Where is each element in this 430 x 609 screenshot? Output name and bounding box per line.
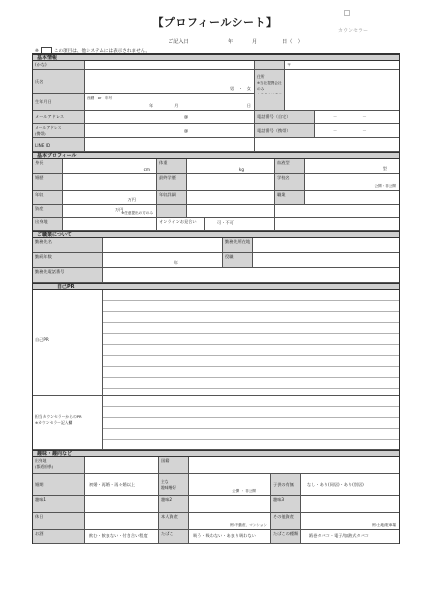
alcohol-option[interactable]: 飲む・飲まない・付き合い程度 (85, 530, 159, 543)
personal-assets-field[interactable]: 例:不動産、マンション (189, 513, 271, 529)
main-hobby-field[interactable]: 公開 ・ 非公開 (189, 474, 271, 495)
line-blank (255, 138, 399, 151)
kana-field[interactable] (85, 61, 255, 69)
name-label: 氏名 (33, 70, 85, 94)
holiday-field[interactable] (85, 513, 159, 529)
height-label: 身長 (33, 159, 63, 173)
kana-label: (かな) (33, 61, 85, 69)
date-month: 月 (252, 39, 258, 45)
education-field[interactable] (187, 174, 275, 190)
phone-home-label: 電話番号（自宅） (255, 111, 315, 123)
blood-label: 血液型 (275, 159, 305, 173)
line-field[interactable] (85, 138, 255, 151)
tobacco-kind-label: たばこの種類 (271, 530, 301, 543)
email-mobile-label: メールアドレス (携帯) (33, 124, 85, 137)
education-label: 最終学歴 (157, 174, 187, 190)
holiday-label: 休日 (33, 513, 85, 529)
position-label: 役職 (223, 253, 253, 267)
job-title-label: 職業 (275, 191, 305, 204)
spouse-history-label: 婚歴 (33, 174, 63, 190)
annual-income-label: 年収詳細 (157, 191, 187, 204)
notice: ※ この項目は、他システムには表示されません。 (35, 49, 151, 54)
annual-income-field[interactable] (187, 191, 275, 204)
birth-field[interactable]: 西暦 or 年号 年 月 日 (85, 94, 255, 110)
section-basic-info: 基本情報 (33, 54, 399, 61)
tobacco-kind-option[interactable]: 紙巻タバコ・電子/加熱式タバコ (309, 533, 369, 538)
hometown-field[interactable] (63, 218, 157, 230)
address-label-top (255, 61, 285, 69)
phone-mobile-label: 電話番号（携帯） (255, 124, 315, 137)
hobby2-field[interactable] (189, 496, 271, 512)
assets-detail-field[interactable] (187, 205, 275, 217)
address-field-bottom[interactable] (285, 94, 399, 110)
company-loc-label: 勤務先所在地 (223, 238, 253, 252)
children-label: 子供の有無 (271, 474, 301, 495)
weight-field[interactable]: kg (187, 159, 275, 173)
assets-label: 資産 (33, 205, 63, 217)
email-mobile-field[interactable]: @ (85, 124, 255, 137)
marriage-option[interactable]: 初婚・再婚・再々婚以上 (85, 474, 159, 495)
section-hobby: 趣味・趣向など (33, 450, 399, 457)
date-day: 日（ ） (282, 39, 303, 45)
personal-assets-label: 本人資産 (159, 513, 189, 529)
hobby1-field[interactable] (85, 496, 159, 512)
job-title-field[interactable] (305, 191, 399, 204)
years-label: 勤続年数 (33, 253, 103, 267)
other-assets-field[interactable]: 例:土地/駐車場 (372, 523, 396, 527)
line-label: LINE ID (33, 138, 85, 151)
self-pr-label: 自己PR (33, 290, 103, 395)
date-year: 年 (228, 39, 234, 45)
weight-label: 体重 (157, 159, 187, 173)
company-label: 勤務先名 (33, 238, 103, 252)
phone-mobile-field[interactable]: － － (333, 128, 367, 133)
profile-form (32, 53, 400, 544)
hometown-pref-label: 出身地 (都道府県) (33, 457, 85, 473)
hobby3-label: 趣味3 (271, 496, 301, 512)
school-label: 学校名 (275, 174, 305, 190)
company-field[interactable] (103, 238, 223, 252)
page-title: 【プロフィールシート】 (152, 16, 278, 29)
phone-home-field[interactable]: － － (333, 114, 367, 119)
income-field[interactable]: 万円 (63, 191, 157, 204)
other-assets-label: その他資産 (271, 513, 301, 529)
position-field[interactable] (253, 253, 399, 267)
postal-field[interactable]: 〒 (287, 62, 292, 67)
hobby1-label: 趣味1 (33, 496, 85, 512)
spouse-history-field[interactable] (63, 174, 157, 190)
nationality-field[interactable] (189, 457, 399, 473)
name-field[interactable]: 男 ・ 女 (85, 70, 255, 94)
online-blank (275, 218, 399, 230)
self-pr-field[interactable] (103, 290, 399, 395)
income-label: 年収 (33, 191, 63, 204)
address-label-bottom (255, 94, 285, 110)
company-loc-field[interactable] (253, 238, 399, 252)
assets-blank-right (275, 205, 399, 217)
stamp-label: カウンセラー (337, 28, 368, 34)
section-basic-profile: 基本プロフィール (33, 152, 399, 159)
height-field[interactable]: cm (63, 159, 157, 173)
nationality-label: 国籍 (159, 457, 189, 473)
section-job: ご職業について (33, 231, 399, 238)
online-option[interactable]: 可・不可 (205, 218, 275, 230)
years-field[interactable]: 年 (103, 253, 223, 267)
school-field[interactable]: 公開・非公開 (374, 184, 396, 188)
online-label: オンラインお見合い (157, 218, 205, 230)
date-label: ご記入日 (168, 39, 189, 45)
hometown-pref-field[interactable] (85, 457, 159, 473)
address-label: 住所 ※当社提携会社のみ (255, 70, 285, 94)
address-field[interactable] (285, 70, 399, 94)
blood-field[interactable]: 型 (382, 166, 387, 171)
children-option[interactable]: なし・あり(同居)・あり(別居) (307, 482, 364, 487)
email-field[interactable]: @ (85, 111, 255, 123)
assets-field[interactable]: 万円 ※任意提出の方のみ (63, 205, 157, 217)
tobacco-label: たばこ (159, 530, 189, 543)
assets-blank (157, 205, 187, 217)
email-label: メールアドレス (33, 111, 85, 123)
counselor-pr-label: 担当カウンセラーからのPR ※カウンセラー記入欄 (33, 396, 103, 449)
company-phone-field[interactable] (103, 268, 399, 282)
birth-label: 生年月日 (33, 94, 85, 110)
section-self-pr: 自己PR (33, 283, 399, 290)
company-phone-label: 勤務先電話番号 (33, 268, 103, 282)
hometown-label: 出身地 (33, 218, 63, 230)
counselor-pr-field[interactable] (103, 396, 399, 449)
main-hobby-label: 主な 趣味嗜好 (159, 474, 189, 495)
hobby2-label: 趣味2 (159, 496, 189, 512)
hobby3-field[interactable] (301, 496, 399, 512)
alcohol-label: お酒 (33, 530, 85, 543)
tobacco-option[interactable]: 吸う・吸わない・あまり吸わない (189, 530, 271, 543)
stamp-box (344, 10, 350, 16)
marriage-label: 婚期 (33, 474, 85, 495)
